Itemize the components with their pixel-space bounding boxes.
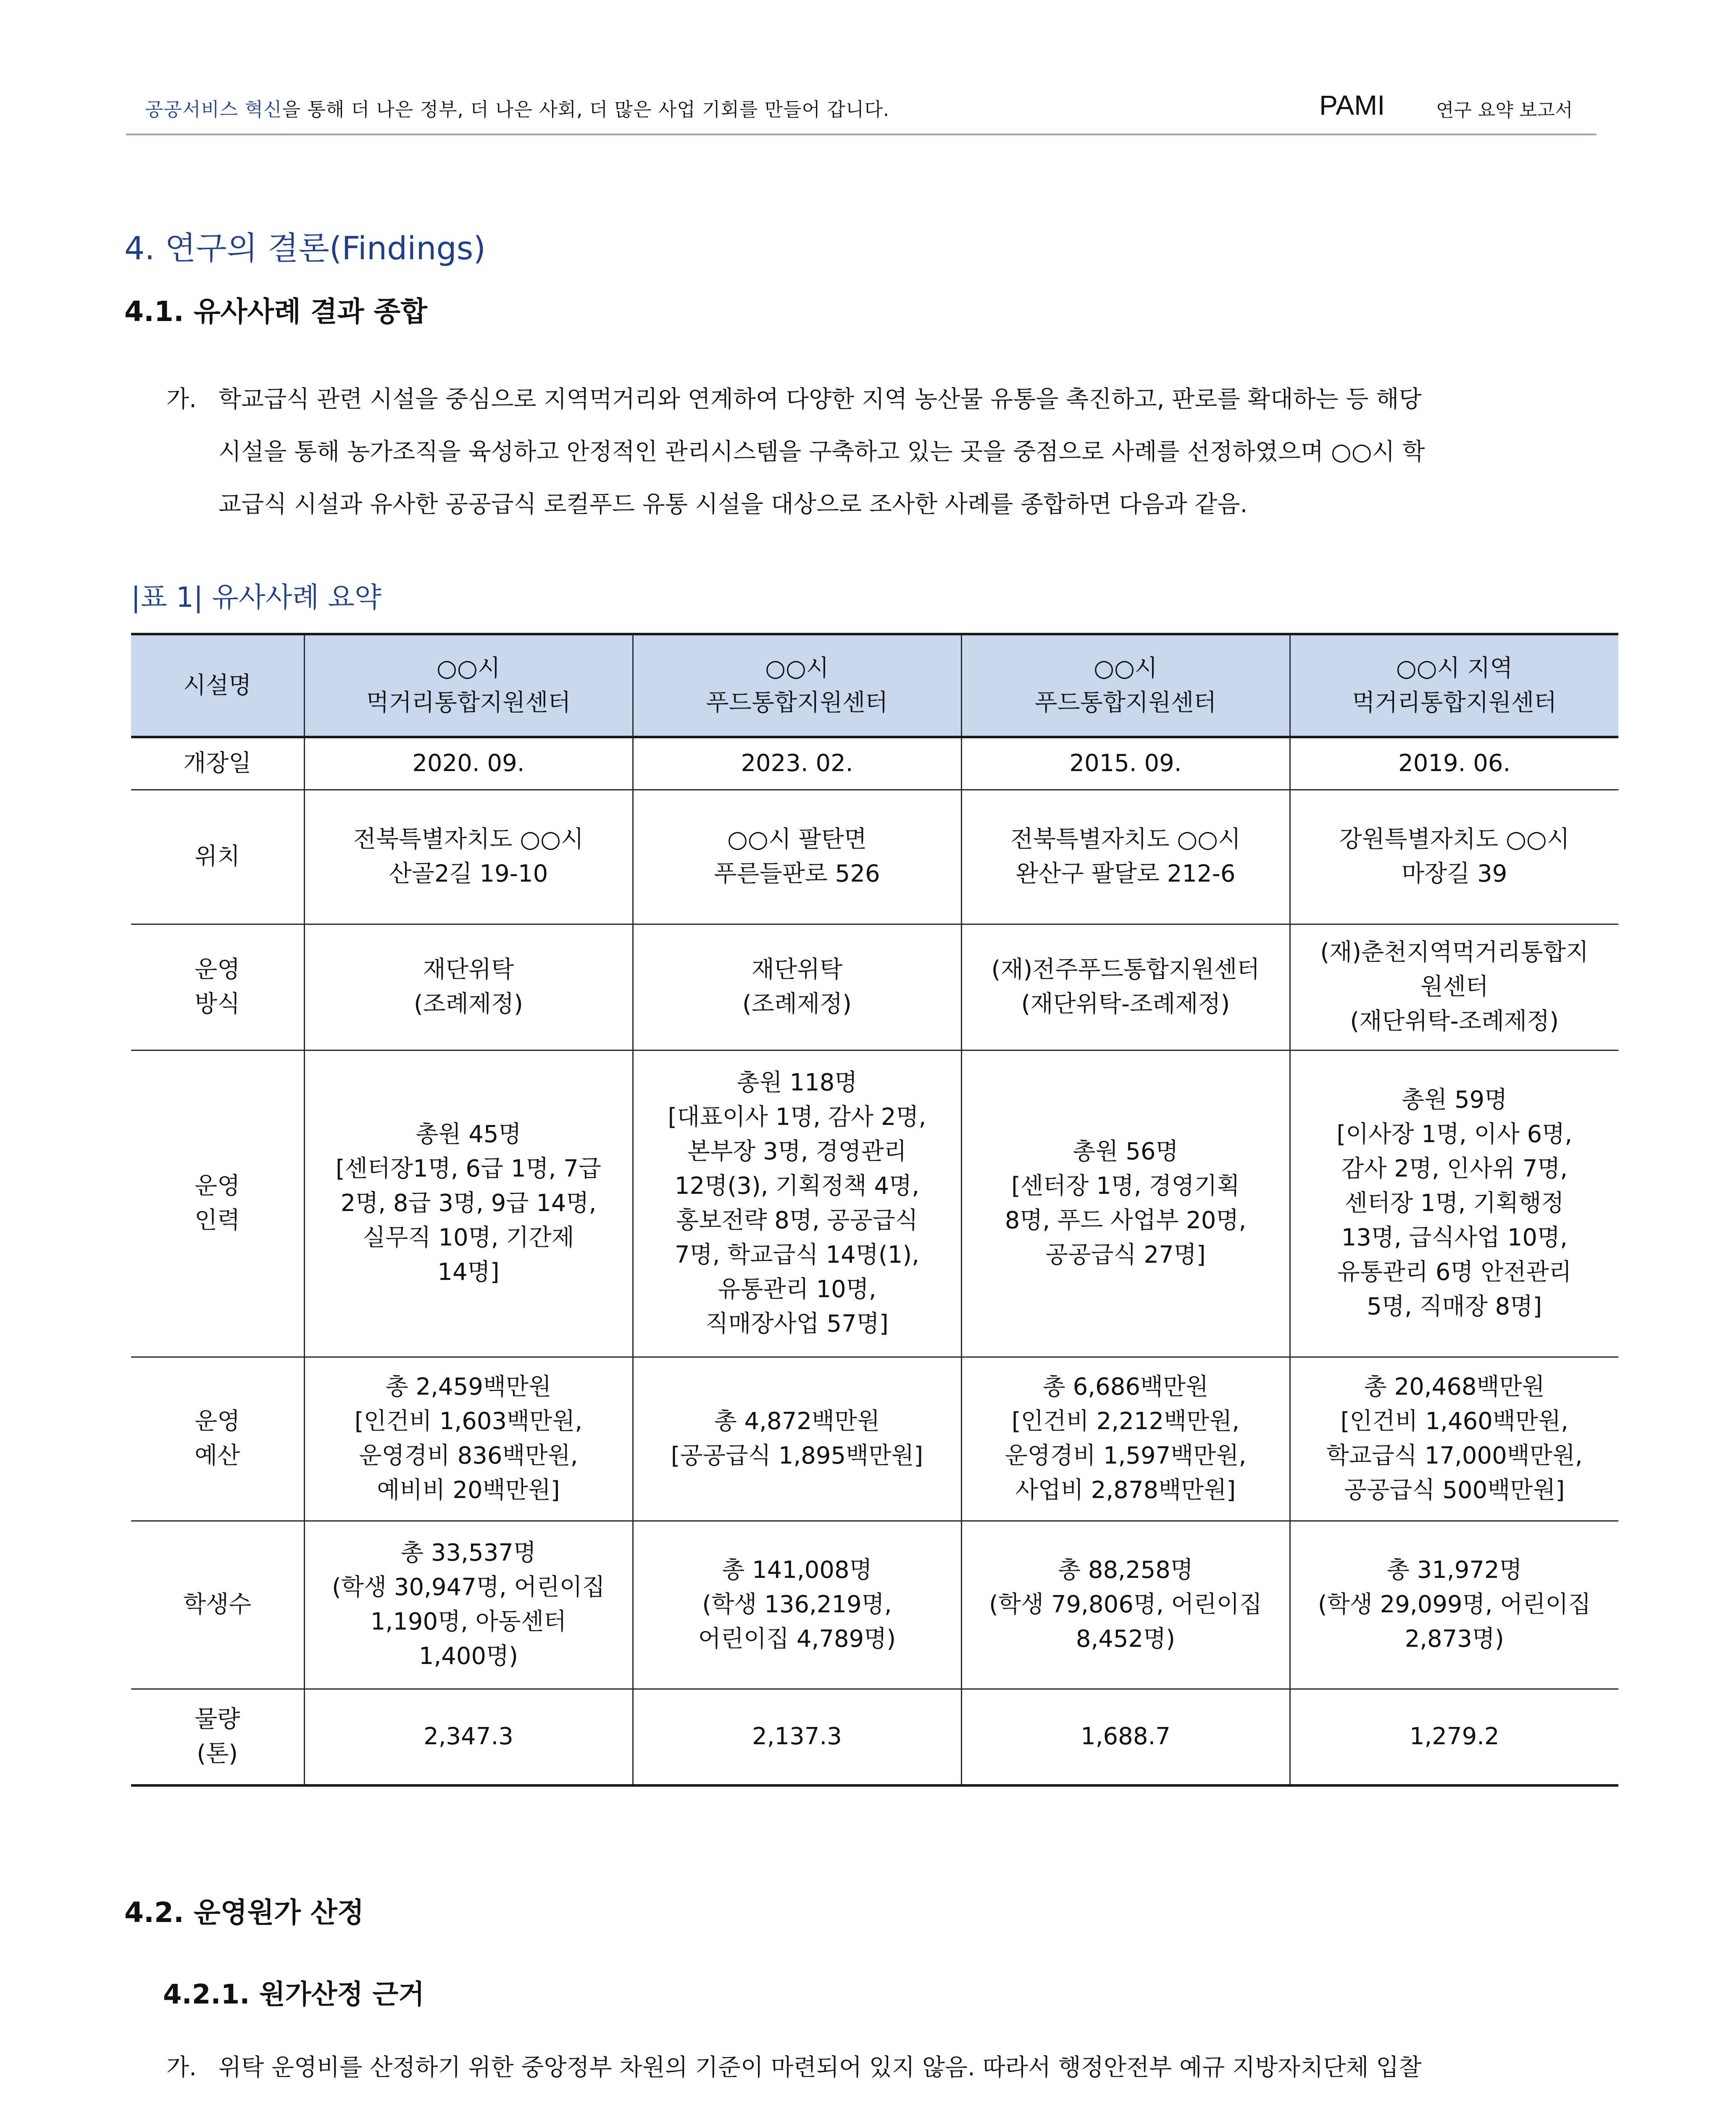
- table-caption: |표 1| 유사사례 요약: [131, 581, 381, 613]
- table-cell: 2023. 02.: [633, 737, 961, 790]
- table-row-label: 학생수: [131, 1521, 304, 1689]
- table-row-label: 개장일: [131, 737, 304, 790]
- table-cell: 총 20,468백만원 [인건비 1,460백만원, 학교급식 17,000백만원, 공공급식 500백만원]: [1290, 1357, 1618, 1521]
- table-cell: (재)전주푸드통합지원센터 (재단위탁-조례제정): [961, 924, 1290, 1050]
- table-cell: (재)춘천지역먹거리통합지 원센터 (재단위탁-조례제정): [1290, 924, 1618, 1050]
- table-row: [131, 737, 1618, 790]
- table-cell: 총 31,972명 (학생 29,099명, 어린이집 2,873명): [1290, 1521, 1618, 1689]
- table-cell: 총원 118명 [대표이사 1명, 감사 2명, 본부장 3명, 경영관리 12명(3), 기획정책 4명, 홍보전략 8명, 공공급식 7명, 학교급식 14명(1), 유통관리 10명, 직매장사업 57명]: [633, 1050, 961, 1357]
- table-row: [131, 1050, 1618, 1357]
- subsection-title-4-2: 4.2. 운영원가 산정: [124, 1896, 364, 1929]
- table-row: [131, 1521, 1618, 1689]
- table-cell: 2,137.3: [633, 1689, 961, 1785]
- table-cell: 2019. 06.: [1290, 737, 1618, 790]
- table-row-label: 운영 인력: [131, 1050, 304, 1357]
- table-cell: 총원 45명 [센터장1명, 6급 1명, 7급 2명, 8급 3명, 9급 14명, 실무직 10명, 기간제 14명]: [304, 1050, 633, 1357]
- summary-table: [131, 633, 1618, 1787]
- table-cell: 1,279.2: [1290, 1689, 1618, 1785]
- paragraph-line: 교급식 시설과 유사한 공공급식 로컬푸드 유통 시설을 대상으로 조사한 사례를 종합하면 다음과 같음.: [218, 491, 1248, 518]
- table-cell: 총 33,537명 (학생 30,947명, 어린이집 1,190명, 아동센터 1,400명): [304, 1521, 633, 1689]
- table-cell: 재단위탁 (조례제정): [304, 924, 633, 1050]
- subsection-title-4-1: 4.1. 유사사례 결과 종합: [124, 295, 427, 328]
- table-cell: 재단위탁 (조례제정): [633, 924, 961, 1050]
- table-column-header: ○○시 지역 먹거리통합지원센터: [1290, 634, 1618, 737]
- table-row-label: 운영 방식: [131, 924, 304, 1050]
- table-cell: 총 6,686백만원 [인건비 2,212백만원, 운영경비 1,597백만원, 사업비 2,878백만원]: [961, 1357, 1290, 1521]
- header-tagline: [145, 94, 889, 121]
- table-row: [131, 924, 1618, 1050]
- table-row: [131, 790, 1618, 924]
- header-doc-type: 연구 요약 보고서: [1436, 100, 1573, 121]
- table-header-row: [131, 634, 1618, 737]
- table-cell: 강원특별자치도 ○○시 마장길 39: [1290, 790, 1618, 924]
- paragraph-label: 가.: [166, 2054, 197, 2081]
- table-cell: 총 141,008명 (학생 136,219명, 어린이집 4,789명): [633, 1521, 961, 1689]
- table-cell: 총원 56명 [센터장 1명, 경영기획 8명, 푸드 사업부 20명, 공공급식 27명]: [961, 1050, 1290, 1357]
- table-cell: 총원 59명 [이사장 1명, 이사 6명, 감사 2명, 인사위 7명, 센터장 1명, 기획행정 13명, 급식사업 10명, 유통관리 6명 안전관리 5명, 직매장 8명]: [1290, 1050, 1618, 1357]
- table-cell: 전북특별자치도 ○○시 완산구 팔달로 212-6: [961, 790, 1290, 924]
- table-cell: 2015. 09.: [961, 737, 1290, 790]
- table-cell: 총 88,258명 (학생 79,806명, 어린이집 8,452명): [961, 1521, 1290, 1689]
- table-column-header: ○○시 푸드통합지원센터: [633, 634, 961, 737]
- table-corner-cell: 시설명: [131, 634, 304, 737]
- table-column-header: ○○시 푸드통합지원센터: [961, 634, 1290, 737]
- paragraph-label: 가.: [166, 386, 197, 413]
- table-column-header: ○○시 먹거리통합지원센터: [304, 634, 633, 737]
- header-divider: [126, 134, 1597, 135]
- table-cell: 총 2,459백만원 [인건비 1,603백만원, 운영경비 836백만원, 예비비 20백만원]: [304, 1357, 633, 1521]
- table-row-label: 위치: [131, 790, 304, 924]
- header-brand: PAMI: [1319, 90, 1385, 121]
- header-tagline-highlight: 공공서비스 혁신: [145, 98, 282, 121]
- table-row-label: 물량 (톤): [131, 1689, 304, 1785]
- table-cell: 전북특별자치도 ○○시 산골2길 19-10: [304, 790, 633, 924]
- section-title: 4. 연구의 결론(Findings): [124, 229, 486, 267]
- header-tagline-rest: 을 통해 더 나은 정부, 더 나은 사회, 더 많은 사업 기회를 만들어 갑니다.: [282, 98, 890, 121]
- table-row-label: 운영 예산: [131, 1357, 304, 1521]
- paragraph-line: 학교급식 관련 시설을 중심으로 지역먹거리와 연계하여 다양한 지역 농산물 유통을 촉진하고, 판로를 확대하는 등 해당: [218, 386, 1422, 413]
- table-cell: 총 4,872백만원 [공공급식 1,895백만원]: [633, 1357, 961, 1521]
- table-cell: 2020. 09.: [304, 737, 633, 790]
- paragraph-line: [218, 2094, 1353, 2101]
- subsection-title-4-2-1: 4.2.1. 원가산정 근거: [163, 1979, 425, 2010]
- table-cell: 2,347.3: [304, 1689, 633, 1785]
- table-cell: ○○시 팔탄면 푸른들판로 526: [633, 790, 961, 924]
- paragraph-line: 위탁 운영비를 산정하기 위한 중앙정부 차원의 기준이 마련되어 있지 않음. 따라서 행정안전부 예규 지방자치단체 입찰: [218, 2054, 1422, 2081]
- paragraph-line: 시설을 통해 농가조직을 육성하고 안정적인 관리시스템을 구축하고 있는 곳을 중점으로 사례를 선정하였으며 ○○시 학: [218, 438, 1425, 466]
- table-row: [131, 1689, 1618, 1785]
- table-cell: 1,688.7: [961, 1689, 1290, 1785]
- table-row: [131, 1357, 1618, 1521]
